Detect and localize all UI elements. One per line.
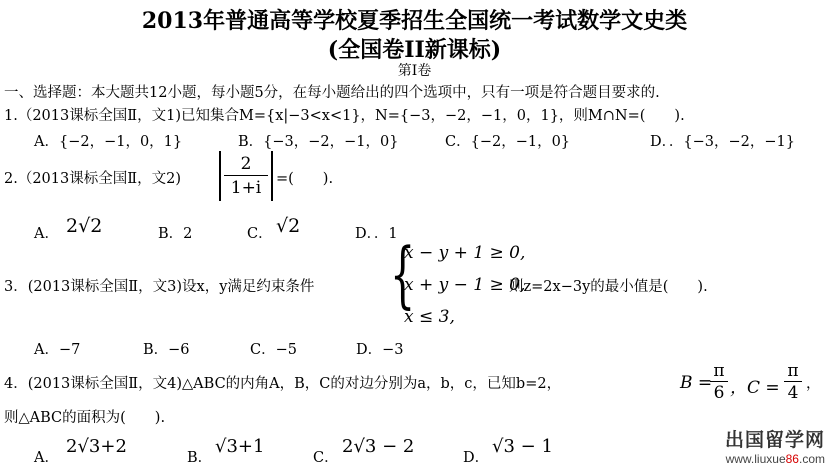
question-4-option-c-value: 2√3 − 2 [342, 436, 415, 457]
watermark-url-highlight: 86 [785, 452, 799, 466]
page-title: 2013年普通高等学校夏季招生全国统一考试数学文史类 [141, 8, 688, 34]
question-2-option-b: B．2 [158, 226, 193, 242]
question-2-prefix: 2.（2013课标全国Ⅱ，文2) [4, 171, 181, 187]
question-4-option-b-label: B． [187, 450, 213, 466]
question-2-option-a-value: 2√2 [66, 215, 103, 237]
question-2-option-c-label: C． [247, 226, 273, 242]
question-4-option-d-value: √3 − 1 [492, 436, 553, 457]
page-subtitle: (全国卷II新课标) [327, 37, 502, 63]
question-1-stem: 1.（2013课标全国Ⅱ，文1)已知集合M={x|−3<x<1}，N={−3，−2，−1，0，1}，则M∩N=( ). [4, 108, 685, 124]
pi-numerator-c: π [784, 361, 802, 382]
question-4-stem: 4．(2013课标全国Ⅱ，文4)△ABC的内角A，B，C的对边分别为a，b，c，已知b=2， [4, 376, 562, 392]
constraint-1: x − y + 1 ≥ 0, [404, 243, 526, 263]
angle-c-equals: ，C = [730, 378, 780, 398]
abs-bar-right [271, 151, 273, 201]
question-3-option-b: B．−6 [143, 342, 190, 358]
question-3-prefix: 3．(2013课标全国Ⅱ，文3)设x，y满足约束条件 [4, 279, 315, 295]
question-3-option-a: A．−7 [34, 342, 81, 358]
constraint-2: x + y − 1 ≥ 0, [404, 275, 526, 295]
question-4-option-b-value: √3+1 [215, 436, 265, 457]
six-denominator: 6 [713, 383, 725, 403]
question-4-option-a-label: A． [34, 450, 59, 466]
fraction-denominator: 1+i [230, 178, 262, 198]
watermark-url-post: .com [798, 452, 825, 466]
question-2-option-a-label: A． [34, 226, 59, 242]
trailing-comma: ， [806, 376, 821, 392]
constraint-3: x ≤ 3, [404, 307, 455, 327]
question-4-option-c-label: C． [313, 450, 339, 466]
watermark-url-pre: www.liuxue [725, 452, 786, 466]
question-2-option-d: D．．1 [355, 226, 398, 242]
question-4-option-a-value: 2√3+2 [66, 436, 127, 457]
four-denominator: 4 [787, 383, 799, 403]
question-4-option-d-label: D． [463, 450, 490, 466]
question-4-line2: 则△ABC的面积为( ). [4, 410, 166, 426]
question-3-option-d: D．−3 [356, 342, 404, 358]
fraction-numerator: 2 [224, 153, 268, 176]
instructions: 一、选择题：本大题共12小题，每小题5分，在每小题给出的四个选项中，只有一项是符合题目要求的. [4, 85, 660, 101]
angle-b-equals: B = [680, 373, 713, 393]
question-2-suffix: =( ). [276, 171, 334, 187]
question-1-option-b: B．{−3，−2，−1，0} [238, 134, 399, 150]
watermark-url[interactable] [725, 452, 825, 466]
question-1-option-c: C．{−2，−1，0} [445, 134, 571, 150]
question-3-after: 则z=2x−3y的最小值是( ). [509, 279, 708, 295]
left-brace-icon: { [390, 232, 416, 316]
question-3-option-c: C．−5 [250, 342, 297, 358]
watermark [725, 425, 825, 466]
abs-bar-left [219, 151, 221, 201]
question-1-option-a: A．{−2，−1，0，1} [34, 134, 183, 150]
question-2-option-c-value: √2 [276, 215, 301, 237]
section-heading: 第I卷 [397, 63, 432, 79]
pi-numerator-b: π [710, 361, 728, 382]
question-1-option-d: D．．{−3，−2，−1} [650, 134, 795, 150]
watermark-site-name: 出国留学网 [724, 430, 825, 451]
